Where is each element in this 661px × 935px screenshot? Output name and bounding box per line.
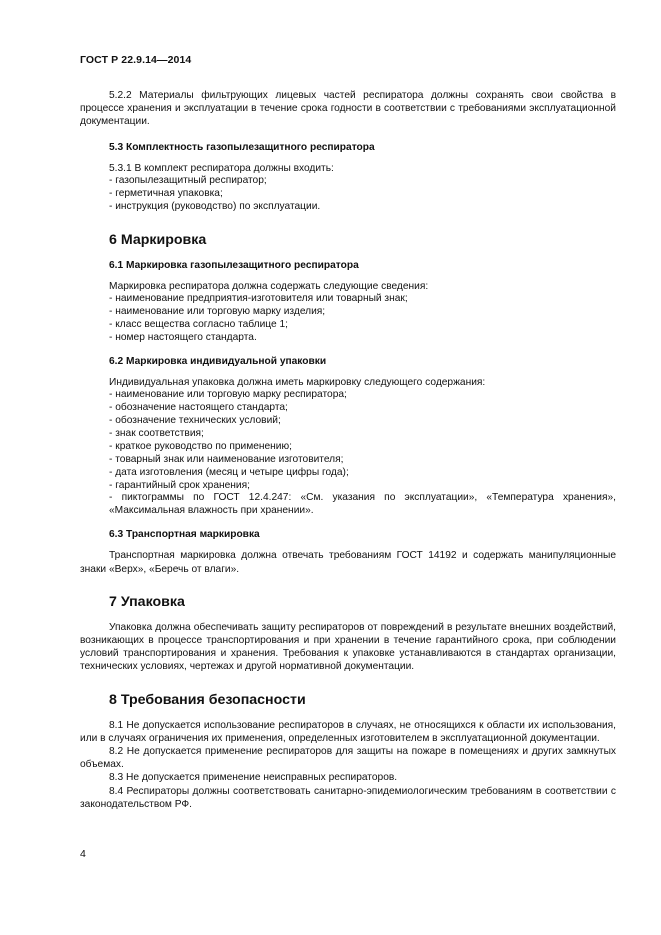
heading-8: 8 Требования безопасности — [109, 691, 306, 708]
list-item: - гарантийный срок хранения; — [80, 480, 616, 493]
page-number: 4 — [80, 848, 86, 860]
paragraph-6-2-intro: Индивидуальная упаковка должна иметь маркировку следующего содержания: — [109, 376, 486, 388]
paragraph-5-3-1: 5.3.1 В комплект респиратора должны входить: — [109, 162, 334, 174]
paragraph-8-4: 8.4 Респираторы должны соответствовать санитарно-эпидемиологическим требованиям в соответствии с законодательством РФ. — [80, 785, 616, 810]
paragraph-5-2-2: 5.2.2 Материалы фильтрующих лицевых частей респиратора должны сохранять свои свойства в процессе хранения и эксплуатации в течение срока годности в соответствии с требованиями эксплуатационной документации. — [80, 90, 616, 128]
list-item: - газопылезащитный респиратор; — [80, 175, 616, 188]
list-item: - обозначение настоящего стандарта; — [80, 402, 616, 415]
heading-6-3: 6.3 Транспортная маркировка — [109, 529, 260, 541]
heading-6-2: 6.2 Маркировка индивидуальной упаковки — [109, 355, 327, 367]
heading-5-3: 5.3 Комплектность газопылезащитного респиратора — [109, 141, 375, 153]
paragraph-6-3: Транспортная маркировка должна отвечать требованиям ГОСТ 14192 и содержать манипуляционные знаки «Верх», «Беречь от влаги». — [80, 550, 616, 575]
list-item: - класс вещества согласно таблице 1; — [80, 319, 616, 332]
list-item: - краткое руководство по применению; — [80, 441, 616, 454]
heading-6-1: 6.1 Маркировка газопылезащитного респиратора — [109, 259, 359, 271]
document-body — [80, 89, 616, 811]
paragraph-8-1: 8.1 Не допускается использование респираторов в случаях, не относящихся к области их использования, или в случаях ограничения их применения, определенных изготовителем в эксплуатационной документации. — [80, 719, 616, 744]
list-item: - дата изготовления (месяц и четыре цифры года); — [80, 467, 616, 480]
list-item: - наименование или торговую марку респиратора; — [80, 389, 616, 402]
list-item: - знак соответствия; — [80, 428, 616, 441]
list-5-3 — [80, 175, 616, 214]
list-item: - обозначение технических условий; — [80, 415, 616, 428]
list-item: - инструкция (руководство) по эксплуатации. — [80, 201, 616, 214]
paragraph-8-2: 8.2 Не допускается применение респираторов для защиты на пожаре в помещениях и других замкнутых объемах. — [80, 746, 616, 771]
heading-6: 6 Маркировка — [109, 231, 207, 248]
list-item: - наименование или торговую марку изделия; — [80, 306, 616, 319]
list-item: - товарный знак или наименование изготовителя; — [80, 454, 616, 467]
list-6-2 — [80, 389, 616, 518]
list-item: - номер настоящего стандарта. — [80, 332, 616, 345]
list-6-1 — [80, 293, 616, 345]
list-item: - наименование предприятия-изготовителя или товарный знак; — [80, 293, 616, 306]
list-item: - пиктограммы по ГОСТ 12.4.247: «См. указания по эксплуатации», «Температура хранения», «Максимальная влажность при хранении». — [80, 492, 616, 518]
document-header: ГОСТ Р 22.9.14—2014 — [80, 54, 192, 66]
paragraph-7: Упаковка должна обеспечивать защиту респираторов от повреждений в результате внешних воздействий, возникающих в процессе транспортирования и при хранении в течение гарантийного срока, при соблюдении условий транспортирования и хранения. Требования к упаковке устанавливаются в стандартах организации, технических условиях, чертежах и другой нормативной документации. — [80, 621, 616, 673]
heading-7: 7 Упаковка — [109, 593, 185, 610]
list-item: - герметичная упаковка; — [80, 188, 616, 201]
paragraph-6-1-intro: Маркировка респиратора должна содержать следующие сведения: — [109, 280, 429, 292]
paragraph-8-3: 8.3 Не допускается применение неисправных респираторов. — [109, 772, 398, 784]
